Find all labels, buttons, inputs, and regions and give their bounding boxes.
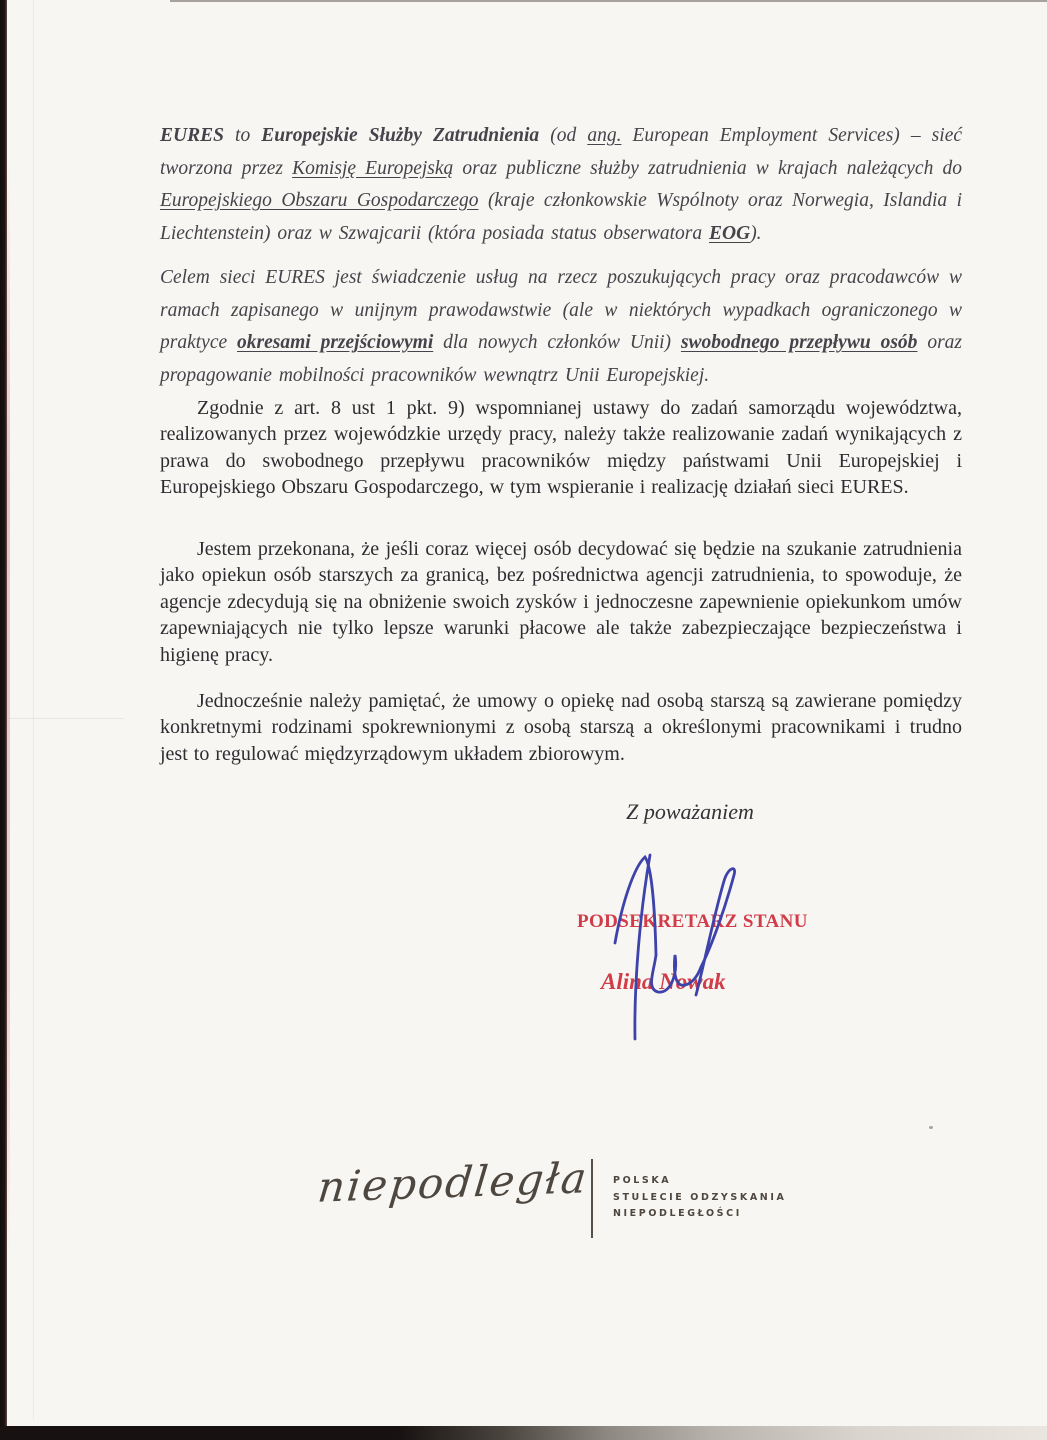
para-care-contracts: Jednocześnie należy pamiętać, że umowy o opiekę nad osobą starszą są zawierane pomiędzy konkretnymi rodzinami spokrewnionymi z osobą starszą a określonymi pracownikami i trudno jest to regulować międzyrządowym układem zbiorowym. (160, 690, 962, 765)
closing-salutation: Z poważaniem (626, 799, 754, 824)
logo-caption-line-2: STULECIE ODZYSKANIA (613, 1191, 787, 1203)
logo-caption-line-1: POLSKA (613, 1175, 672, 1186)
paper-fold-line (33, 0, 34, 1420)
scan-edge-bottom (0, 1426, 1047, 1440)
logo-caption-line-3: NIEPODLEGŁOŚCI (613, 1208, 742, 1219)
handwritten-signature-ink (598, 843, 758, 1043)
scan-speck (929, 1126, 933, 1129)
scan-edge-top (170, 0, 1047, 2)
para-eures-purpose: Celem sieci EURES jest świadczenie usług na rzecz poszukujących pracy oraz pracodawców w ramach zapisanego w unijnym prawodawstwie (ale w niektórych wypadkach ograniczonego w praktyce okresami przejściowymi dla nowych członków Unii) swobodnego przepływu osób oraz propagowanie mobilności pracowników wewnątrz Unii Europejskiej. (160, 267, 962, 386)
logo-divider-line (591, 1159, 593, 1238)
scan-edge-left-tint (7, 160, 10, 1260)
niepodlegla-script-logo: niepodległa (315, 1153, 591, 1212)
paper-crease (9, 718, 124, 719)
para-caregivers-opinion: Jestem przekonana, że jeśli coraz więcej osób decydować się będzie na szukanie zatrudnienia jako opiekun osób starszych za granicą, bez pośrednictwa agencji zatrudnienia, to spowoduje, że agencje zdecydują się na obniżenie swoich zysków i jednoczesne zapewnienie opiekunkom umów zapewniających nie tylko lepsze warunki płacowe ale także zabezpieczające bezpieczeństwa i higienę pracy. (160, 538, 962, 666)
para-eures-definition: EURES to Europejskie Służby Zatrudnienia (od ang. European Employment Services) – sieć tworzona przez Komisję Europejską oraz publiczne służby zatrudnienia w krajach należących do Europejskiego Obszaru Gospodarczego (kraje członkowskie Wspólnoty oraz Norwegia, Islandia i Liechtenstein) oraz w Szwajcarii (która posiada status obserwatora EOG). (160, 125, 962, 244)
scan-edge-left (0, 0, 7, 1432)
logo-caption (613, 1173, 786, 1223)
stamp-title: PODSEKRETARZ STANU (577, 911, 808, 932)
para-statute-tasks: Zgodnie z art. 8 ust 1 pkt. 9) wspomnianej ustawy do zadań samorządu województwa, realizowanych przez wojewódzkie urzędy pracy, należy także realizowanie zadań wynikających z prawa do swobodnego przepływu pracowników między państwami Unii Europejskiej i Europejskiego Obszaru Gospodarczego, w tym wspieranie i realizację działań sieci EURES. (160, 397, 962, 499)
signer-name: Alina Nowak (601, 969, 726, 994)
